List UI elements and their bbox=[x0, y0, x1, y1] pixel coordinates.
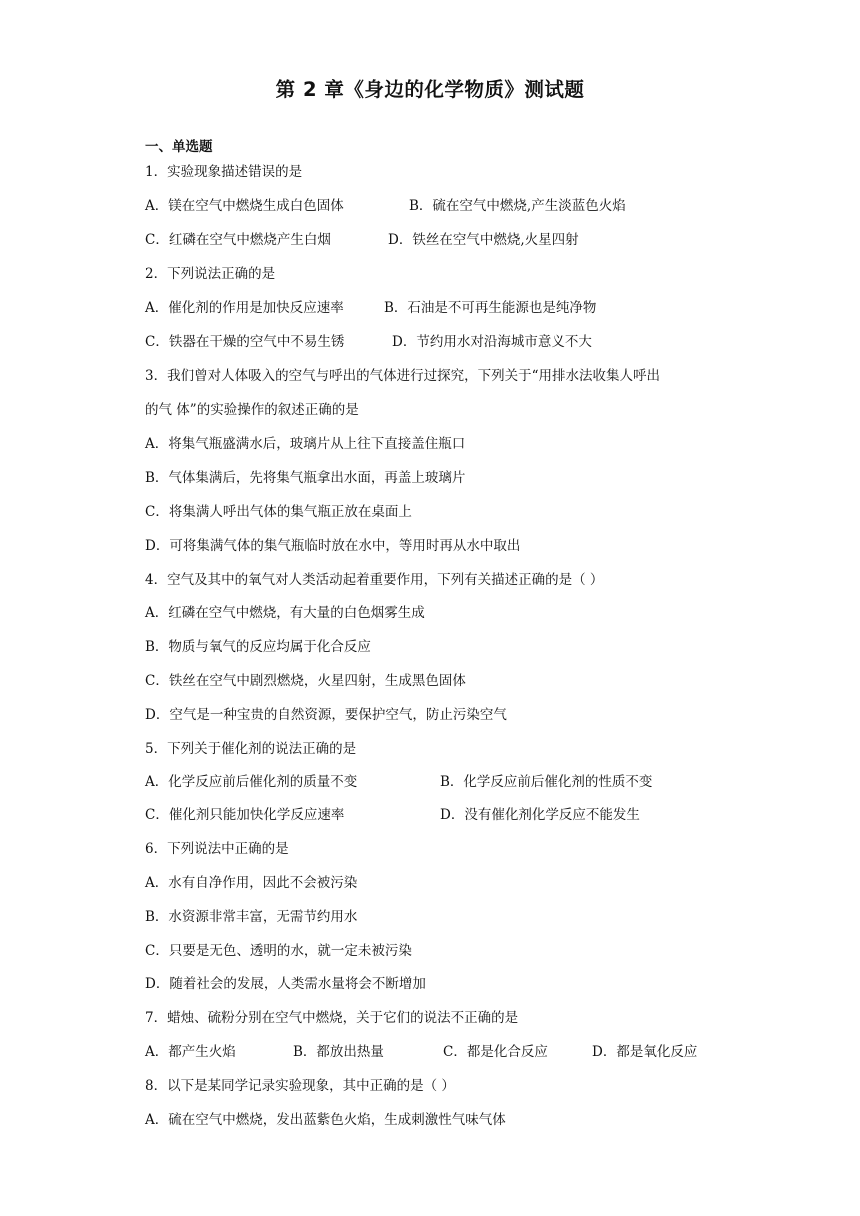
page-title: 第 2 章《身边的化学物质》测试题 bbox=[275, 78, 585, 101]
option-d: D．都是氧化反应 bbox=[592, 1044, 698, 1060]
question-6: 6．下列说法中正确的是 bbox=[145, 841, 289, 857]
section-heading: 一、单选题 bbox=[145, 139, 213, 155]
option-a: A．镁在空气中燃烧生成白色固体 bbox=[145, 198, 344, 214]
question-1: 1．实验现象描述错误的是 bbox=[145, 164, 303, 180]
option-c: C．红磷在空气中燃烧产生白烟 bbox=[145, 232, 331, 248]
question-2-options-cd bbox=[145, 333, 592, 351]
option-c: C．催化剂只能加快化学反应速率 bbox=[145, 807, 345, 823]
question-2: 2．下列说法正确的是 bbox=[145, 266, 276, 282]
question-2-options-ab bbox=[145, 299, 597, 317]
option-a: A．催化剂的作用是加快反应速率 bbox=[145, 300, 344, 316]
question-1-options-cd bbox=[145, 231, 579, 249]
question-5: 5．下列关于催化剂的说法正确的是 bbox=[145, 741, 357, 757]
option-d: D．没有催化剂化学反应不能发生 bbox=[440, 807, 640, 823]
question-4: 4．空气及其中的氧气对人类活动起着重要作用，下列有关描述正确的是（ ） bbox=[145, 572, 604, 588]
question-3: 3．我们曾对人体吸入的空气与呼出的气体进行过探究，下列关于“用排水法收集人呼出 bbox=[145, 368, 660, 384]
option-c: C．将集满人呼出气体的集气瓶正放在桌面上 bbox=[145, 504, 412, 520]
option-d: D．空气是一种宝贵的自然资源，要保护空气，防止污染空气 bbox=[145, 707, 507, 723]
option-a: A．硫在空气中燃烧，发出蓝紫色火焰，生成刺激性气味气体 bbox=[145, 1112, 506, 1128]
question-7: 7．蜡烛、硫粉分别在空气中燃烧，关于它们的说法不正确的是 bbox=[145, 1010, 519, 1026]
option-b: B．化学反应前后催化剂的性质不变 bbox=[440, 774, 653, 790]
question-7-options bbox=[145, 1043, 698, 1061]
option-a: A．水有自净作用，因此不会被污染 bbox=[145, 875, 358, 891]
option-b: B．水资源非常丰富，无需节约用水 bbox=[145, 909, 358, 925]
question-5-options-cd bbox=[145, 806, 640, 824]
option-a: A．红磷在空气中燃烧，有大量的白色烟雾生成 bbox=[145, 605, 425, 621]
option-d: D．随着社会的发展，人类需水量将会不断增加 bbox=[145, 976, 426, 992]
option-d: D．铁丝在空气中燃烧,火星四射 bbox=[388, 232, 579, 248]
option-c: C．都是化合反应 bbox=[443, 1044, 548, 1060]
question-3-continued: 的气 体”的实验操作的叙述正确的是 bbox=[145, 402, 359, 418]
option-a: A．将集气瓶盛满水后，玻璃片从上往下直接盖住瓶口 bbox=[145, 436, 466, 452]
option-c: C．只要是无色、透明的水，就一定未被污染 bbox=[145, 943, 412, 959]
question-8: 8．以下是某同学记录实验现象，其中正确的是（ ） bbox=[145, 1078, 455, 1094]
question-5-options-ab bbox=[145, 773, 653, 791]
question-1-options-ab bbox=[145, 197, 626, 215]
option-c: C．铁器在干燥的空气中不易生锈 bbox=[145, 334, 345, 350]
option-b: B．物质与氧气的反应均属于化合反应 bbox=[145, 639, 371, 655]
option-d: D．节约用水对沿海城市意义不大 bbox=[392, 334, 592, 350]
option-b: B．硫在空气中燃烧,产生淡蓝色火焰 bbox=[409, 198, 626, 214]
option-b: B．都放出热量 bbox=[293, 1044, 384, 1060]
option-b: B．气体集满后，先将集气瓶拿出水面，再盖上玻璃片 bbox=[145, 470, 466, 486]
option-b: B．石油是不可再生能源也是纯净物 bbox=[384, 300, 597, 316]
option-a: A．都产生火焰 bbox=[145, 1044, 236, 1060]
option-d: D．可将集满气体的集气瓶临时放在水中，等用时再从水中取出 bbox=[145, 538, 521, 554]
option-c: C．铁丝在空气中剧烈燃烧，火星四射，生成黑色固体 bbox=[145, 673, 466, 689]
option-a: A．化学反应前后催化剂的质量不变 bbox=[145, 774, 358, 790]
